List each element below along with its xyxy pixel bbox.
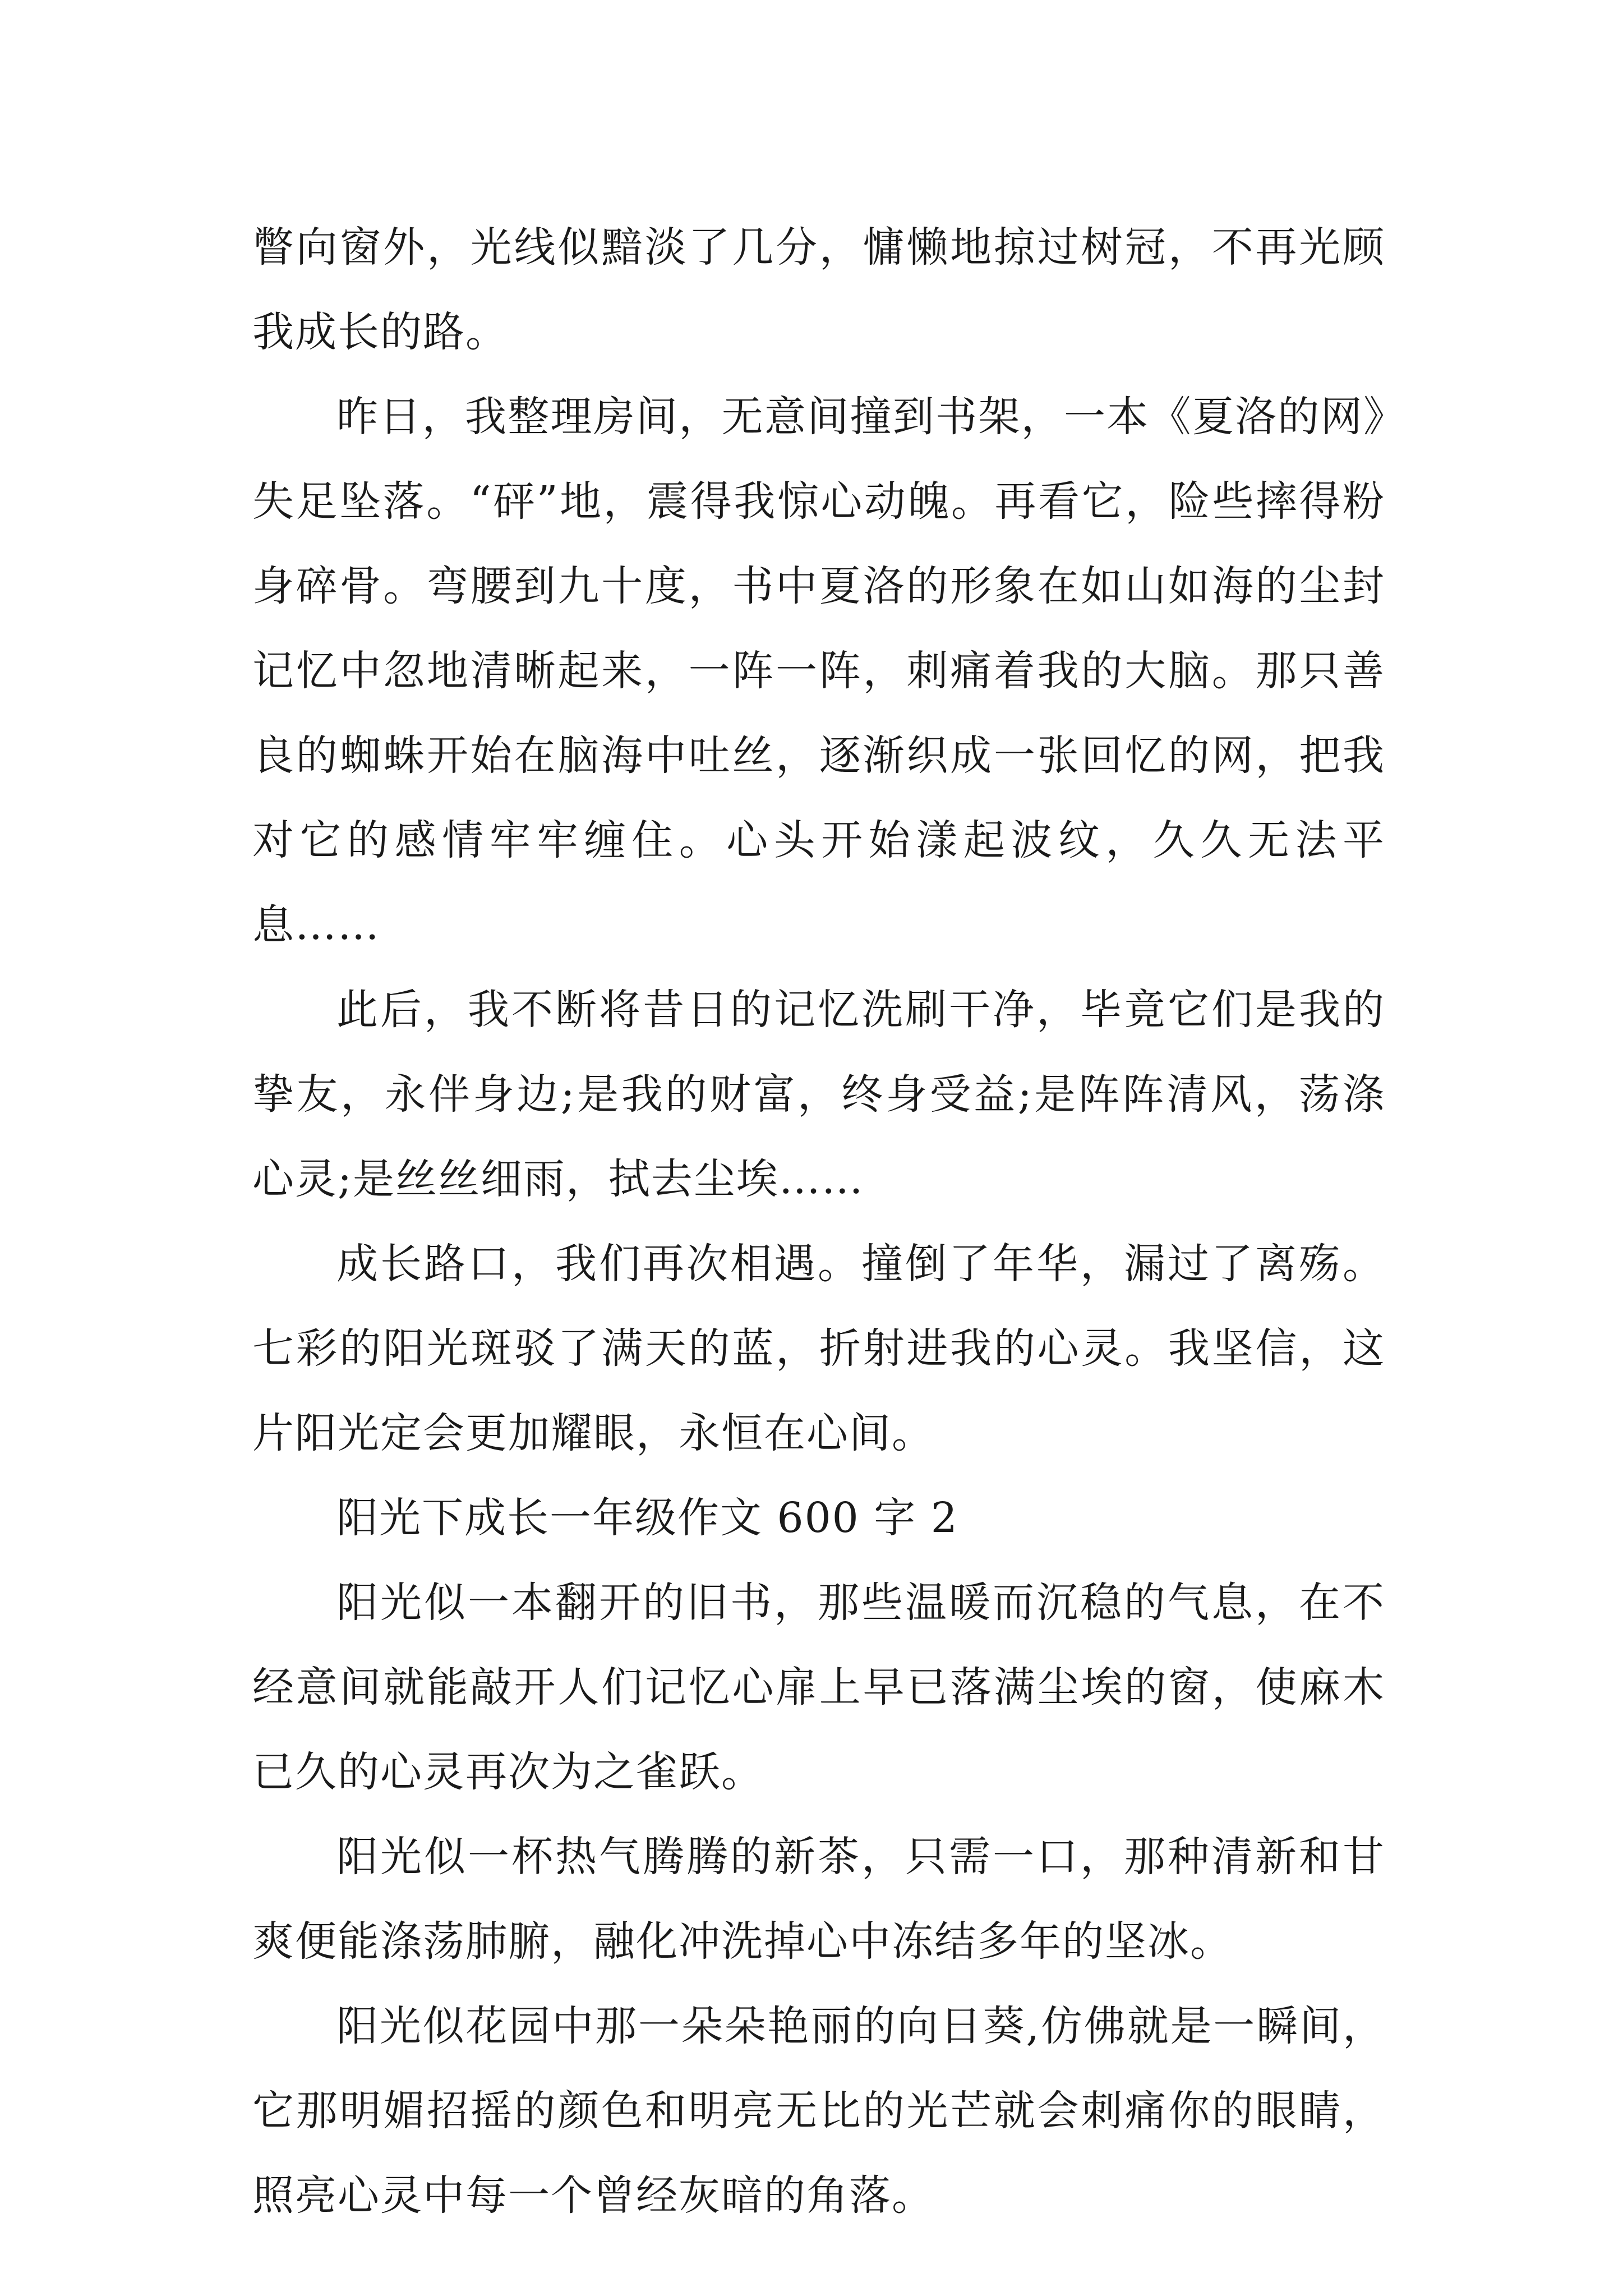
paragraph: 昨日，我整理房间，无意间撞到书架，一本《夏洛的网》失足坠落。“砰”地，震得我惊心动魄。再看它，险些摔得粉身碎骨。弯腰到九十度，书中夏洛的形象在如山如海的尘封记忆中忽地清晰起来，一阵一阵，刺痛着我的大脑。那只善良的蜘蛛开始在脑海中吐丝，逐渐织成一张回忆的网，把我对它的感情牢牢缠住。心头开始漾起波纹，久久无法平息…… [252,393,1385,949]
paragraph: 成长路口，我们再次相遇。撞倒了年华，漏过了离殇。七彩的阳光斑驳了满天的蓝，折射进我的心灵。我坚信，这片阳光定会更加耀眼，永恒在心间。 [252,1240,1385,1457]
paragraph: 阳光似花园中那一朵朵艳丽的向日葵,仿佛就是一瞬间，它那明媚招摇的颜色和明亮无比的光芒就会刺痛你的眼睛，照亮心灵中每一个曾经灰暗的角落。 [252,2002,1385,2220]
paragraph: 此后，我不断将昔日的记忆洗刷干净，毕竟它们是我的挚友，永伴身边;是我的财富，终身受益;是阵阵清风，荡涤心灵;是丝丝细雨，拭去尘埃…… [252,986,1385,1203]
paragraph: 瞥向窗外，光线似黯淡了几分，慵懒地掠过树冠，不再光顾我成长的路。 [252,223,1385,356]
paragraph: 阳光似一杯热气腾腾的新茶，只需一口，那种清新和甘爽便能涤荡肺腑，融化冲洗掉心中冻结多年的坚冰。 [252,1833,1385,1966]
section-heading: 阳光下成长一年级作文 600 字 2 [336,1494,958,1542]
essay-body [252,205,1385,2238]
paragraph: 阳光似一本翻开的旧书，那些温暖而沉稳的气息，在不经意间就能敲开人们记忆心扉上早已落满尘埃的窗，使麻木已久的心灵再次为之雀跃。 [252,1579,1385,1796]
